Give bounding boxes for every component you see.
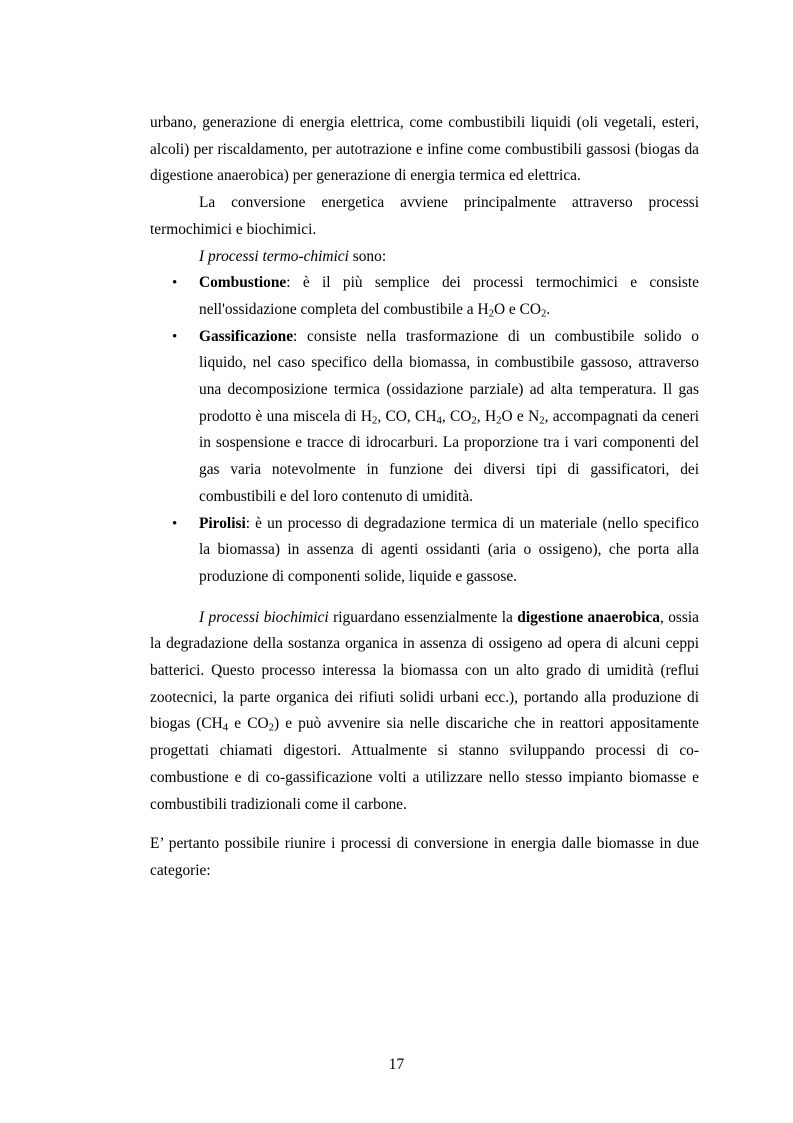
term-gasification: Gassificazione xyxy=(199,327,294,345)
subscript: 2 xyxy=(488,307,494,320)
page-number: 17 xyxy=(388,1056,405,1073)
thermochemical-label: I processi termo-chimici xyxy=(199,247,349,265)
gasification-text: , CO, CH xyxy=(377,407,437,425)
biochemical-text: e CO xyxy=(228,715,269,733)
biochemical-text: , ossia la degradazione della sostanza organica in assenza di ossigeno ad opera di alcuni ceppi batterici. Questo processo interessa la biomassa con un alto grado di umidità (reflui zootecnici, la parte organica dei rifiuti solidi urbani ecc.), portando alla produzione di biogas (CH xyxy=(150,608,700,733)
subscript: 4 xyxy=(436,414,442,427)
pyrolysis-text: : è un processo di degradazione termica di un materiale (nello specifico la biomassa) in assenza di agenti ossidanti (aria o ossigeno), che porta alla produzione di componenti solide, liquide e gassose. xyxy=(199,514,699,585)
gasification-text: , CO xyxy=(441,407,472,425)
subscript: 2 xyxy=(268,722,274,735)
thermochemical-process-list xyxy=(150,270,699,590)
thermochemical-intro-rest: sono: xyxy=(348,247,387,265)
bullet-icon: • xyxy=(172,515,178,532)
paragraph-conversion: La conversione energetica avviene principalmente attraverso processi termochimici e biochimici. xyxy=(150,194,699,238)
biochemical-label: I processi biochimici xyxy=(199,608,329,626)
paragraph-biochemical xyxy=(150,605,699,819)
paragraph-categories: E’ pertanto possibile riunire i processi di conversione in energia dalle biomasse in due categorie: xyxy=(150,835,699,879)
list-item-combustion xyxy=(150,270,699,323)
gasification-text: , accompagnati da ceneri in sospensione e tracce di idrocarburi. La proporzione tra i vari componenti del gas varia notevolmente in funzione dei diversi tipi di gassificatori, dei combustibili e del loro contenuto di umidità. xyxy=(199,407,700,505)
term-pyrolysis: Pirolisi xyxy=(199,514,246,532)
term-anaerobic-digestion: digestione anaerobica xyxy=(517,608,660,626)
subscript: 2 xyxy=(471,414,477,427)
combustion-text: : è il più semplice dei processi termochimici e consiste nell'ossidazione completa del combustibile a H xyxy=(199,274,699,318)
biochemical-text: riguardano essenzialmente la xyxy=(328,608,518,626)
bullet-icon: • xyxy=(172,328,178,345)
subscript: 2 xyxy=(496,414,502,427)
biochemical-text: ) e può avvenire sia nelle discariche che in reattori appositamente progettati chiamati digestori. Attualmente si stanno sviluppando processi di co-combustione e di co-gassificazione volti a utilizzare nello stesso impianto biomasse e combustibili tradizionali come il carbone. xyxy=(150,715,699,813)
subscript: 2 xyxy=(540,307,547,320)
thermochemical-intro xyxy=(199,244,699,271)
term-combustion: Combustione xyxy=(199,274,287,292)
combustion-text: O e CO xyxy=(493,300,541,318)
list-item-gasification xyxy=(150,324,699,511)
gasification-text: : consiste nella trasformazione di un combustibile solido o liquido, nel caso specifico della biomassa, in combustibile gassoso, attraverso una decomposizione termica (ossidazione parziale) ad alta temperatura. Il gas prodotto è una miscela di H xyxy=(199,327,699,425)
subscript: 4 xyxy=(222,722,229,735)
paragraph-intro-continuation: urbano, generazione di energia elettrica, come combustibili liquidi (oli vegetali, esteri, alcoli) per riscaldamento, per autotrazione e infine come combustibili gassosi (biogas da digestione anaerobica) per generazione di energia termica ed elettrica. xyxy=(150,114,699,185)
gasification-text: O e N xyxy=(501,407,540,425)
subscript: 2 xyxy=(371,414,378,427)
bullet-icon: • xyxy=(172,275,178,292)
document-body xyxy=(150,110,699,885)
combustion-text: . xyxy=(546,300,551,318)
gasification-text: , H xyxy=(476,407,497,425)
subscript: 2 xyxy=(539,414,545,427)
list-item-pyrolysis xyxy=(150,511,699,591)
